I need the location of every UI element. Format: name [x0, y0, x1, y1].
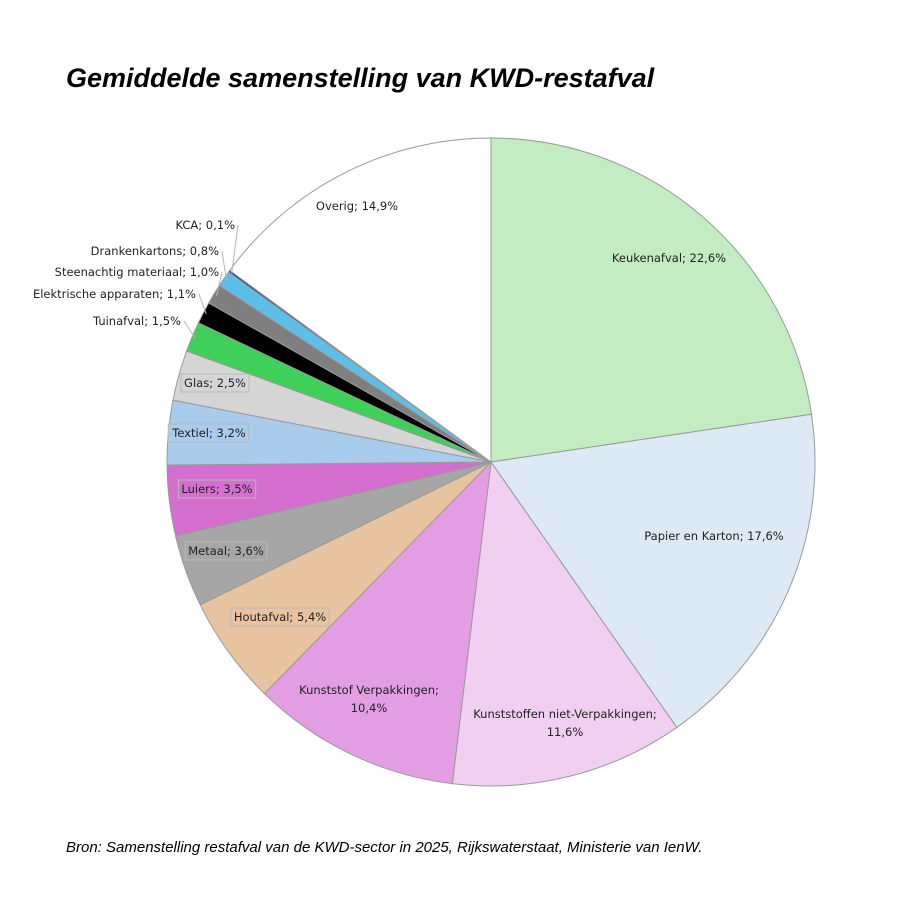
slice-label-glas: Glas; 2,5%: [184, 376, 246, 390]
leader-line-elektrische-apparaten: [199, 294, 206, 314]
slice-label-tuinafval: Tuinafval; 1,5%: [93, 314, 181, 328]
pie-slice-keukenafval: [491, 138, 811, 462]
slice-label-elektrische-apparaten: Elektrische apparaten; 1,1%: [32, 287, 196, 301]
slice-label-overig: Overig; 14,9%: [315, 199, 399, 213]
slice-label-papier-en-karton: Papier en Karton; 17,6%: [644, 529, 784, 543]
source-note: Bron: Samenstelling restafval van de KWD-sector in 2025, Rijkswaterstaat, Ministerie van IenW.: [66, 839, 703, 856]
pie-slices: [167, 138, 815, 786]
chart-title: Gemiddelde samenstelling van KWD-restafval: [66, 63, 655, 93]
slice-label-keukenafval: Keukenafval; 22,6%: [611, 251, 727, 265]
slice-label-steenachtig-materiaal: Steenachtig materiaal; 1,0%: [54, 265, 219, 279]
leader-line-drankenkartons: [222, 251, 227, 281]
slice-label-kca: KCA; 0,1%: [175, 218, 235, 232]
slice-label-luiers: Luiers; 3,5%: [181, 482, 253, 496]
slice-label-metaal: Metaal; 3,6%: [188, 544, 264, 558]
slice-label-textiel: Textiel; 3,2%: [172, 426, 246, 440]
slice-label-kunststoffen-niet-verpakkingen: Kunststoffen niet-Verpakkingen; 11,6%: [473, 707, 657, 739]
slice-label-houtafval: Houtafval; 5,4%: [233, 610, 327, 624]
slice-label-kunststof-verpakkingen: Kunststof Verpakkingen; 10,4%: [299, 683, 439, 715]
slice-label-drankenkartons: Drankenkartons; 0,8%: [90, 244, 219, 258]
leader-line-tuinafval: [184, 321, 195, 338]
